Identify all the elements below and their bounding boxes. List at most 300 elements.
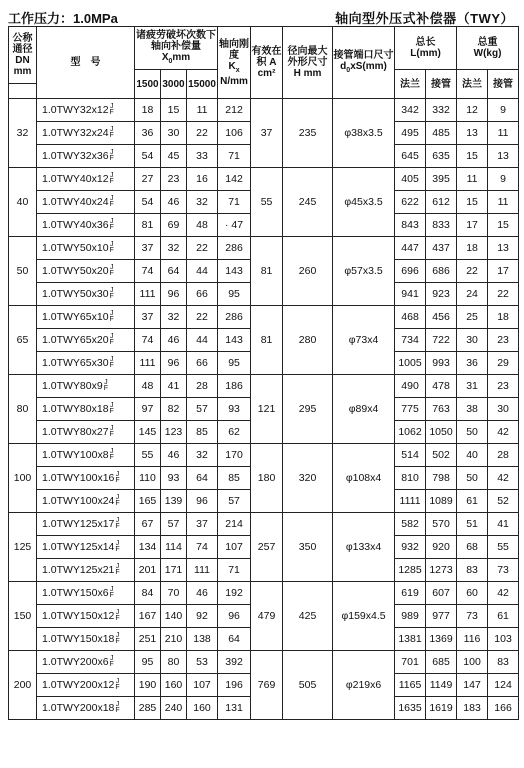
cell-weight-weld: 83 [488, 651, 519, 674]
cell-x15000: 96 [187, 490, 218, 513]
table-row [9, 168, 519, 191]
cell-length-flange: 1381 [395, 628, 426, 651]
cell-x15000: 64 [187, 467, 218, 490]
cell-stiffness: 196 [218, 674, 251, 697]
suffix-f: F [109, 592, 114, 600]
cell-pipe: φ159x4.5 [333, 582, 395, 651]
cell-x3000: 64 [161, 260, 187, 283]
table-row [9, 306, 519, 329]
cell-length-weld: 763 [426, 398, 457, 421]
cell-length-weld: 1369 [426, 628, 457, 651]
cell-model [37, 214, 135, 237]
model-suffix-jf [110, 173, 114, 185]
cell-area: 55 [251, 168, 283, 237]
cell-weight-flange: 25 [457, 306, 488, 329]
cell-stiffness: 212 [218, 99, 251, 122]
cell-stiffness: 57 [218, 490, 251, 513]
suffix-j: J [109, 425, 114, 433]
suffix-f: F [115, 638, 120, 646]
cell-weight-flange: 17 [457, 214, 488, 237]
cell-area: 81 [251, 237, 283, 306]
cell-x15000: 138 [187, 628, 218, 651]
cell-area: 479 [251, 582, 283, 651]
cell-pipe: φ38x3.5 [333, 99, 395, 168]
cell-length-weld: 1619 [426, 697, 457, 720]
model-code: 1.0TWY32x24 [42, 126, 109, 139]
suffix-f: F [109, 270, 114, 278]
model-suffix-jf [110, 150, 114, 162]
model-code: 1.0TWY80x18 [42, 402, 109, 415]
cell-pipe: φ133x4 [333, 513, 395, 582]
table-row [9, 237, 519, 260]
cell-model [37, 237, 135, 260]
cell-x1500: 111 [135, 283, 161, 306]
cell-dn: 50 [9, 237, 37, 306]
cell-stiffness: 71 [218, 559, 251, 582]
cell-weight-weld: 29 [488, 352, 519, 375]
model-suffix-jf [115, 518, 119, 530]
cell-x15000: 32 [187, 191, 218, 214]
cell-x3000: 70 [161, 582, 187, 605]
cell-x3000: 69 [161, 214, 187, 237]
cell-area: 81 [251, 306, 283, 375]
col-x15000: 15000 [187, 70, 218, 99]
suffix-f: F [109, 431, 114, 439]
cell-weight-weld: 124 [488, 674, 519, 697]
cell-length-weld: 502 [426, 444, 457, 467]
cell-length-flange: 495 [395, 122, 426, 145]
suffix-f: F [115, 546, 120, 554]
cell-weight-flange: 11 [457, 168, 488, 191]
suffix-f: F [115, 523, 120, 531]
col-dn-spacer [9, 84, 37, 99]
cell-weight-weld: 42 [488, 467, 519, 490]
cell-weight-weld: 103 [488, 628, 519, 651]
cell-x1500: 190 [135, 674, 161, 697]
cell-length-weld: 798 [426, 467, 457, 490]
cell-x1500: 111 [135, 352, 161, 375]
cell-stiffness: 170 [218, 444, 251, 467]
cell-length-weld: 612 [426, 191, 457, 214]
cell-x15000: 32 [187, 444, 218, 467]
cell-x1500: 54 [135, 191, 161, 214]
cell-x15000: 107 [187, 674, 218, 697]
model-code: 1.0TWY150x18 [42, 632, 115, 645]
cell-weight-weld: 9 [488, 99, 519, 122]
cell-stiffness: 95 [218, 352, 251, 375]
table-row [9, 375, 519, 398]
cell-dn: 80 [9, 375, 37, 444]
model-suffix-jf [110, 242, 114, 254]
cell-x15000: 53 [187, 651, 218, 674]
model-code: 1.0TWY150x12 [42, 609, 115, 622]
suffix-j: J [115, 609, 120, 617]
cell-model [37, 467, 135, 490]
model-code: 1.0TWY32x36 [42, 149, 109, 162]
cell-x1500: 285 [135, 697, 161, 720]
suffix-j: J [115, 494, 120, 502]
model-code: 1.0TWY65x20 [42, 333, 109, 346]
cell-x1500: 167 [135, 605, 161, 628]
cell-x1500: 251 [135, 628, 161, 651]
cell-x3000: 210 [161, 628, 187, 651]
model-suffix-jf [110, 656, 114, 668]
cell-x15000: 11 [187, 99, 218, 122]
cell-weight-weld: 11 [488, 191, 519, 214]
cell-x15000: 85 [187, 421, 218, 444]
page-title: 轴向型外压式补偿器（TWY） [335, 11, 514, 26]
model-suffix-jf [115, 702, 119, 714]
cell-length-flange: 619 [395, 582, 426, 605]
cell-area: 121 [251, 375, 283, 444]
col-weight-weld: 接管 [488, 70, 519, 99]
suffix-j: J [109, 149, 114, 157]
cell-x1500: 54 [135, 145, 161, 168]
cell-outer: 350 [283, 513, 333, 582]
col-pipe-d: d [340, 60, 347, 72]
cell-model [37, 168, 135, 191]
suffix-j: J [109, 287, 114, 295]
suffix-f: F [115, 615, 120, 623]
suffix-f: F [109, 109, 114, 117]
cell-weight-weld: 13 [488, 237, 519, 260]
suffix-f: F [109, 661, 114, 669]
suffix-j: J [115, 701, 120, 709]
model-code: 1.0TWY100x8 [42, 448, 109, 461]
cell-x3000: 96 [161, 352, 187, 375]
cell-dn: 65 [9, 306, 37, 375]
model-suffix-jf [110, 219, 114, 231]
cell-weight-flange: 100 [457, 651, 488, 674]
cell-length-flange: 447 [395, 237, 426, 260]
cell-x3000: 46 [161, 329, 187, 352]
suffix-j: J [115, 517, 120, 525]
suffix-j: J [109, 586, 114, 594]
cell-weight-weld: 42 [488, 421, 519, 444]
table-row [9, 99, 519, 122]
cell-weight-weld: 73 [488, 559, 519, 582]
cell-x1500: 67 [135, 513, 161, 536]
cell-x3000: 30 [161, 122, 187, 145]
cell-x1500: 145 [135, 421, 161, 444]
model-suffix-jf [110, 288, 114, 300]
cell-stiffness: 143 [218, 329, 251, 352]
cell-model [37, 559, 135, 582]
cell-length-weld: 478 [426, 375, 457, 398]
cell-x1500: 165 [135, 490, 161, 513]
cell-length-flange: 1062 [395, 421, 426, 444]
cell-weight-flange: 68 [457, 536, 488, 559]
cell-x3000: 139 [161, 490, 187, 513]
cell-length-weld: 685 [426, 651, 457, 674]
col-x0-sub: 0 [168, 57, 173, 65]
suffix-f: F [109, 155, 114, 163]
cell-length-weld: 923 [426, 283, 457, 306]
cell-weight-flange: 12 [457, 99, 488, 122]
cell-area: 769 [251, 651, 283, 720]
cell-x3000: 32 [161, 306, 187, 329]
cell-length-flange: 582 [395, 513, 426, 536]
cell-model [37, 122, 135, 145]
suffix-j: J [115, 632, 120, 640]
cell-model [37, 536, 135, 559]
cell-length-flange: 696 [395, 260, 426, 283]
cell-stiffness: 192 [218, 582, 251, 605]
model-suffix-jf [115, 495, 119, 507]
cell-length-flange: 843 [395, 214, 426, 237]
cell-x3000: 45 [161, 145, 187, 168]
cell-weight-weld: 11 [488, 122, 519, 145]
cell-x3000: 80 [161, 651, 187, 674]
suffix-f: F [115, 500, 120, 508]
cell-length-weld: 1273 [426, 559, 457, 582]
cell-model [37, 444, 135, 467]
cell-length-weld: 332 [426, 99, 457, 122]
working-pressure: 工作压力：1.0MPa [8, 11, 118, 26]
cell-x3000: 96 [161, 283, 187, 306]
cell-area: 37 [251, 99, 283, 168]
cell-x15000: 22 [187, 237, 218, 260]
col-weight-unit: W(kg) [473, 48, 502, 59]
cell-x1500: 37 [135, 306, 161, 329]
cell-weight-flange: 18 [457, 237, 488, 260]
cell-x3000: 123 [161, 421, 187, 444]
cell-model [37, 674, 135, 697]
model-code: 1.0TWY125x21 [42, 563, 115, 576]
spec-table [8, 26, 519, 720]
cell-length-weld: 437 [426, 237, 457, 260]
cell-x3000: 93 [161, 467, 187, 490]
table-row [9, 444, 519, 467]
cell-x15000: 22 [187, 306, 218, 329]
table-row [9, 513, 519, 536]
cell-pipe: φ57x3.5 [333, 237, 395, 306]
cell-x15000: 160 [187, 697, 218, 720]
cell-pipe: φ73x4 [333, 306, 395, 375]
cell-stiffness: 106 [218, 122, 251, 145]
cell-length-weld: 395 [426, 168, 457, 191]
col-length-label: 总长 [415, 37, 436, 48]
cell-stiffness: 96 [218, 605, 251, 628]
model-suffix-jf [115, 564, 119, 576]
cell-length-flange: 1285 [395, 559, 426, 582]
cell-model [37, 490, 135, 513]
cell-weight-weld: 42 [488, 582, 519, 605]
cell-weight-flange: 30 [457, 329, 488, 352]
spec-table-body [9, 99, 519, 720]
model-code: 1.0TWY100x24 [42, 494, 115, 507]
model-code: 1.0TWY40x36 [42, 218, 109, 231]
col-area: 有效在积 A cm² [251, 27, 283, 99]
cell-x3000: 160 [161, 674, 187, 697]
model-suffix-jf [115, 610, 119, 622]
cell-x1500: 81 [135, 214, 161, 237]
suffix-f: F [109, 339, 114, 347]
model-code: 1.0TWY200x18 [42, 701, 115, 714]
cell-stiffness: 392 [218, 651, 251, 674]
cell-stiffness: 64 [218, 628, 251, 651]
cell-weight-flange: 31 [457, 375, 488, 398]
suffix-f: F [115, 684, 120, 692]
cell-x15000: 16 [187, 168, 218, 191]
cell-model [37, 145, 135, 168]
col-stiffness [218, 27, 251, 99]
model-code: 1.0TWY65x10 [42, 310, 109, 323]
col-weight-flange: 法兰 [457, 70, 488, 99]
cell-weight-flange: 61 [457, 490, 488, 513]
cell-length-flange: 468 [395, 306, 426, 329]
cell-x3000: 15 [161, 99, 187, 122]
cell-length-flange: 1635 [395, 697, 426, 720]
suffix-j: J [115, 540, 120, 548]
cell-length-weld: 607 [426, 582, 457, 605]
cell-x15000: 48 [187, 214, 218, 237]
cell-x1500: 27 [135, 168, 161, 191]
cell-dn: 125 [9, 513, 37, 582]
cell-stiffness: 286 [218, 306, 251, 329]
suffix-j: J [115, 678, 120, 686]
cell-weight-weld: 18 [488, 306, 519, 329]
suffix-j: J [109, 333, 114, 341]
cell-pipe: φ108x4 [333, 444, 395, 513]
model-code: 1.0TWY50x10 [42, 241, 109, 254]
cell-stiffness: 85 [218, 467, 251, 490]
col-pipe-sub: 0 [346, 66, 351, 74]
cell-weight-flange: 51 [457, 513, 488, 536]
cell-x3000: 171 [161, 559, 187, 582]
cell-model [37, 191, 135, 214]
model-suffix-jf [115, 633, 119, 645]
model-code: 1.0TWY200x12 [42, 678, 115, 691]
cell-x3000: 57 [161, 513, 187, 536]
cell-x15000: 46 [187, 582, 218, 605]
cell-pipe: φ45x3.5 [333, 168, 395, 237]
suffix-f: F [115, 569, 120, 577]
cell-model [37, 582, 135, 605]
cell-length-flange: 989 [395, 605, 426, 628]
cell-x1500: 84 [135, 582, 161, 605]
model-suffix-jf [110, 311, 114, 323]
cell-x15000: 44 [187, 329, 218, 352]
cell-x15000: 66 [187, 352, 218, 375]
suffix-j: J [109, 402, 114, 410]
cell-length-weld: 456 [426, 306, 457, 329]
cell-model [37, 260, 135, 283]
col-pipe [333, 27, 395, 99]
cell-length-weld: 1089 [426, 490, 457, 513]
suffix-j: J [109, 126, 114, 134]
cell-pipe: φ219x6 [333, 651, 395, 720]
cell-length-flange: 490 [395, 375, 426, 398]
col-dn: 公称通径DN mm [9, 27, 37, 84]
cell-weight-weld: 28 [488, 444, 519, 467]
cell-outer: 280 [283, 306, 333, 375]
model-suffix-jf [110, 127, 114, 139]
cell-weight-weld: 61 [488, 605, 519, 628]
model-suffix-jf [115, 472, 119, 484]
cell-x15000: 66 [187, 283, 218, 306]
cell-length-weld: 686 [426, 260, 457, 283]
cell-outer: 260 [283, 237, 333, 306]
cell-outer: 425 [283, 582, 333, 651]
cell-weight-flange: 116 [457, 628, 488, 651]
cell-stiffness: 186 [218, 375, 251, 398]
cell-x3000: 140 [161, 605, 187, 628]
cell-length-flange: 1165 [395, 674, 426, 697]
suffix-j: J [115, 563, 120, 571]
suffix-f: F [109, 408, 114, 416]
model-suffix-jf [115, 679, 119, 691]
cell-x15000: 44 [187, 260, 218, 283]
cell-model [37, 352, 135, 375]
suffix-j: J [109, 195, 114, 203]
cell-model [37, 421, 135, 444]
suffix-f: F [109, 132, 114, 140]
table-row [9, 651, 519, 674]
cell-weight-flange: 13 [457, 122, 488, 145]
cell-stiffness: 95 [218, 283, 251, 306]
cell-x15000: 111 [187, 559, 218, 582]
suffix-j: J [115, 471, 120, 479]
cell-x3000: 32 [161, 237, 187, 260]
model-code: 1.0TWY80x9 [42, 379, 103, 392]
cell-length-flange: 775 [395, 398, 426, 421]
cell-weight-flange: 15 [457, 145, 488, 168]
cell-dn: 40 [9, 168, 37, 237]
cell-weight-flange: 60 [457, 582, 488, 605]
cell-x3000: 23 [161, 168, 187, 191]
suffix-f: F [109, 316, 114, 324]
cell-weight-flange: 38 [457, 398, 488, 421]
cell-weight-weld: 55 [488, 536, 519, 559]
cell-stiffness: 71 [218, 145, 251, 168]
cell-stiffness: 143 [218, 260, 251, 283]
model-code: 1.0TWY50x30 [42, 287, 109, 300]
suffix-j: J [109, 356, 114, 364]
col-length [395, 27, 457, 70]
suffix-f: F [109, 293, 114, 301]
model-code: 1.0TWY40x12 [42, 172, 109, 185]
cell-stiffness: 131 [218, 697, 251, 720]
cell-x3000: 240 [161, 697, 187, 720]
cell-model [37, 283, 135, 306]
cell-weight-flange: 15 [457, 191, 488, 214]
cell-weight-weld: 23 [488, 375, 519, 398]
cell-x15000: 37 [187, 513, 218, 536]
suffix-f: F [109, 247, 114, 255]
cell-stiffness: 93 [218, 398, 251, 421]
cell-weight-flange: 36 [457, 352, 488, 375]
cell-x15000: 92 [187, 605, 218, 628]
cell-stiffness: 107 [218, 536, 251, 559]
cell-length-weld: 485 [426, 122, 457, 145]
suffix-j: J [104, 379, 108, 387]
cell-model [37, 513, 135, 536]
cell-length-flange: 941 [395, 283, 426, 306]
cell-weight-weld: 41 [488, 513, 519, 536]
model-suffix-jf [110, 357, 114, 369]
model-code: 1.0TWY80x27 [42, 425, 109, 438]
model-suffix-jf [110, 426, 114, 438]
cell-area: 180 [251, 444, 283, 513]
cell-model [37, 329, 135, 352]
cell-weight-flange: 50 [457, 421, 488, 444]
cell-length-flange: 1005 [395, 352, 426, 375]
cell-length-weld: 977 [426, 605, 457, 628]
cell-x1500: 134 [135, 536, 161, 559]
suffix-j: J [109, 448, 114, 456]
cell-length-weld: 722 [426, 329, 457, 352]
